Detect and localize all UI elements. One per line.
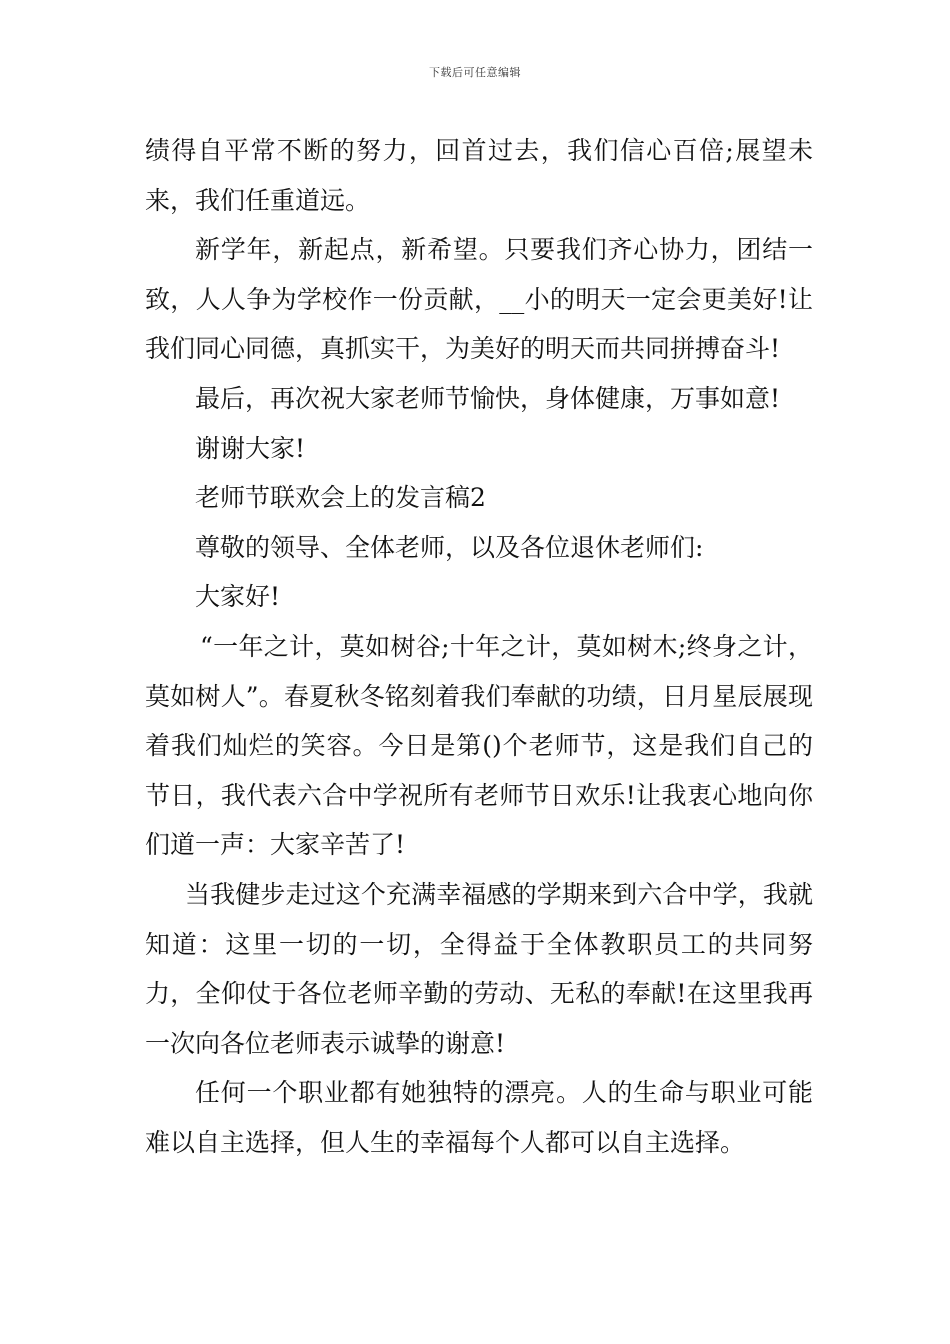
paragraph-gratitude: 当我健步走过这个充满幸福感的学期来到六合中学，我就知道：这里一切的一切，全得益于全体教职员工的共同努力，全仰仗于各位老师辛勤的劳动、无私的奉献!在这里我再一次向各位老师表示诚挚的谢意! — [145, 879, 813, 1058]
paragraph-thanks: 谢谢大家! — [195, 433, 306, 463]
page-header-note: 下载后可任意编辑 — [429, 66, 521, 79]
paragraph-continuation: 绩得自平常不断的努力，回首过去，我们信心百倍;展望未来，我们任重道远。 — [145, 136, 813, 215]
section-title: 老师节联欢会上的发言稿2 — [195, 483, 486, 513]
paragraph-wishes: 最后，再次祝大家老师节愉快，身体健康，万事如意! — [195, 383, 781, 413]
greeting: 大家好! — [195, 582, 281, 612]
paragraph-new-semester: 新学年，新起点，新希望。只要我们齐心协力，团结一致，人人争为学校作一份贡献，__小的明天一定会更美好!让我们同心同德，真抓实干，为美好的明天而共同拼搏奋斗! — [145, 235, 813, 364]
paragraph-quote: “一年之计，莫如树谷;十年之计，莫如树木;终身之计，莫如树人”。春夏秋冬铭刻着我们奉献的功绩，日月星辰展现着我们灿烂的笑容。今日是第()个老师节，这是我们自己的节日，我代表六合中学祝所有老师节日欢乐!让我衷心地向你们道一声：大家辛苦了! — [145, 631, 813, 860]
paragraph-profession: 任何一个职业都有她独特的漂亮。人的生命与职业可能难以自主选择，但人生的幸福每个人都可以自主选择。 — [145, 1078, 813, 1157]
document-body — [145, 126, 813, 1167]
salutation: 尊敬的领导、全体老师，以及各位退休老师们: — [195, 532, 704, 562]
